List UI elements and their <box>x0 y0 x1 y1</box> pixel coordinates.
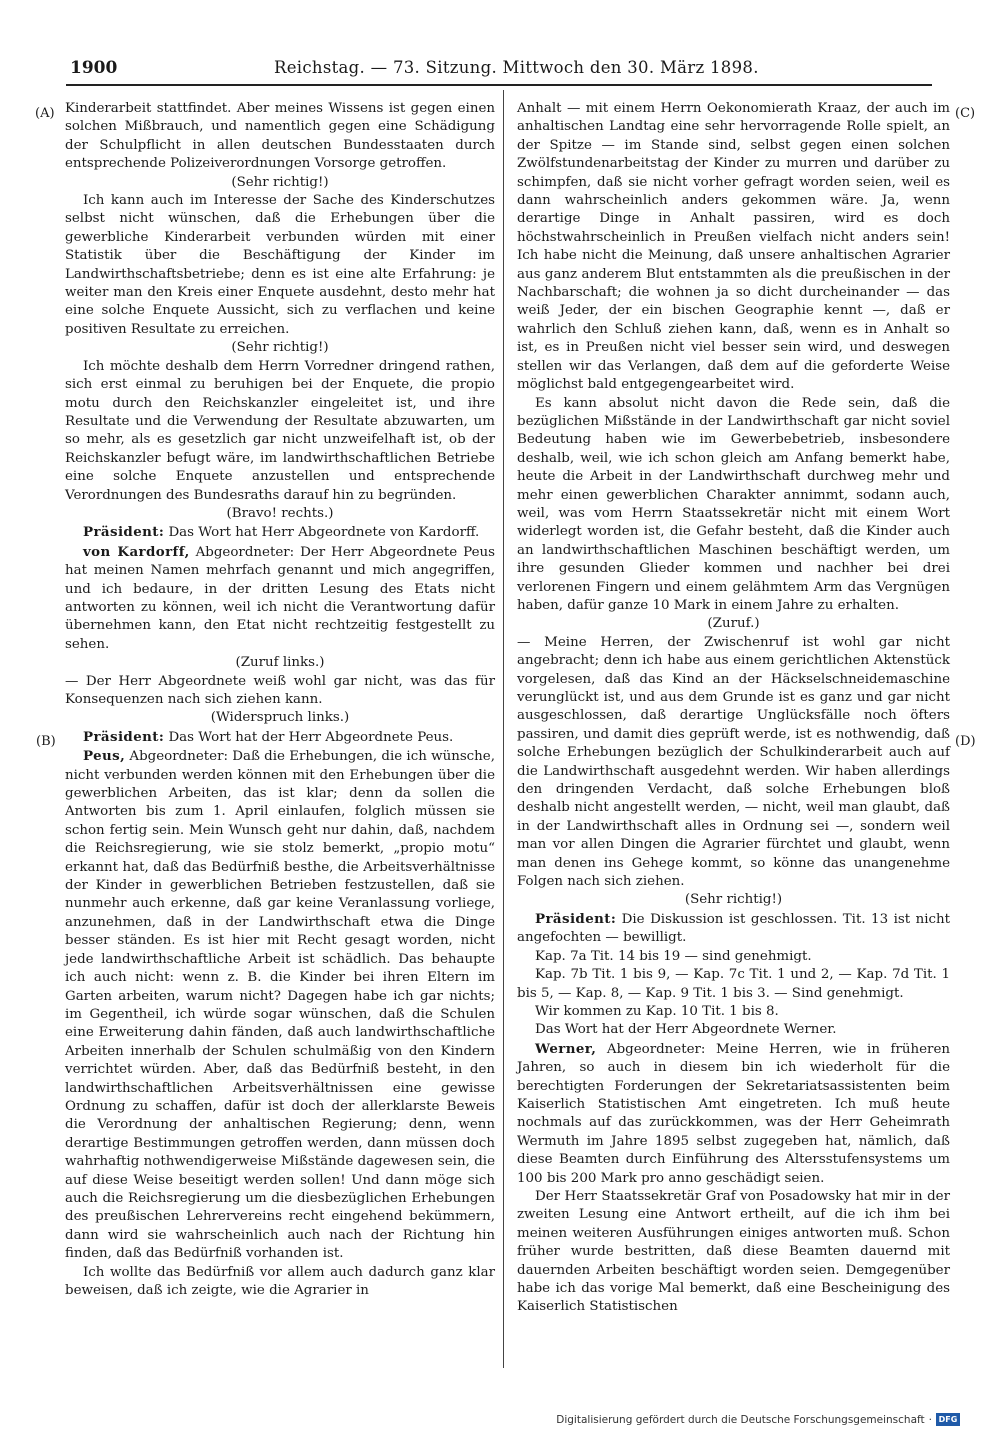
interjection: (Widerspruch links.) <box>210 710 350 726</box>
body-paragraph: Der Herr Staatssekretär Graf von Posadowsky hat mir in der zweiten Lesung eine Antwort ertheilt, auf die ich ihm bei meinen weiteren Ausführungen einiges antworten muß. Schon früher wurde bestritten, daß diese Beamten dauernd mit dauernden Arbeiten beschäftigt worden seien. Demgegenüber habe ich das vorige Mal bemerkt, daß eine Bescheinigung des Kaiserlich Statistischen <box>517 1188 950 1315</box>
body-paragraph: Ich möchte deshalb dem Herrn Vorredner dringend rathen, sich erst einmal zu beruhigen bei der Enquete, die propio motu durch den Reichskanzler eingeleitet ist, und ihre Resultate und die Verwendung der Resultate abzuwarten, um so mehr, als es gesetzlich gar nicht unzweifelhaft ist, ob der Reichskanzler befugt wäre, im landwirthschaftlichen Betriebe eine solche Enquete anzustellen und entsprechende Verordnungen des Bundesraths darauf hin zu begründen. <box>65 358 495 503</box>
speech-paragraph <box>65 523 495 542</box>
margin-mark-d: (D) <box>955 734 976 749</box>
interjection: (Zuruf.) <box>707 616 760 632</box>
body-paragraph: Kap. 7a Tit. 14 bis 19 — sind genehmigt. <box>535 948 812 964</box>
speaker-name: Werner, <box>535 1040 597 1057</box>
body-paragraph: — Meine Herren, der Zwischenruf ist wohl gar nicht angebracht; denn ich habe aus einem gerichtlichen Aktenstück vorgelesen, daß das Kind an der Häckselschneidemaschine verunglückt ist, und aus dem Grunde ist es ganz und gar nicht ausgeschlossen, daß derartige Unglücksfälle noch öfters passiren, und damit dies geprüft werde, ist es nothwendig, daß solche Erhebungen bezüglich der Schulkinderarbeit auch auf die Landwirthschaft ausgedehnt werden. Wir haben allerdings den dringenden Verdacht, daß solche Erhebungen bloß deshalb nicht angestellt werden, — nicht, weil man glaubt, daß in der Landwirthschaft alles in Ordnung sei —, sondern weil man vor allen Dingen die Agrarier fürchtet und glaubt, wenn man denen ins Gehege kommt, so könne das unangenehme Folgen nach sich ziehen. <box>517 634 950 890</box>
interjection: (Sehr richtig!) <box>231 340 329 356</box>
interjection: (Sehr richtig!) <box>231 174 329 190</box>
speech-paragraph <box>517 910 950 948</box>
interjection: (Sehr richtig!) <box>684 892 783 908</box>
body-paragraph: Es kann absolut nicht davon die Rede sein, daß die bezüglichen Mißstände in der Landwirthschaft gar nicht soviel Bedeutung haben wie im Gewerbebetrieb, insbesondere deshalb, weil, wie ich schon gleich am Anfang bemerkt habe, heute die Arbeit in der Landwirthschaft durchweg mehr und mehr einen gewerblichen Charakter annimmt, sodann auch, weil, was vom Herrn Staatssekretär nicht mit einem Wort widerlegt worden ist, die Gefahr besteht, daß die Kinder auch an landwirthschaftlichen Maschinen beschäftigt werden, um ihre gesunden Glieder kommen und nachher bei drei verlorenen Fingern und einem gelähmtem Arm das Vergnügen haben, dafür ganze 10 Mark in einem Jahre zu erhalten. <box>517 395 950 613</box>
column-divider <box>503 90 504 1368</box>
header-rule <box>66 84 932 86</box>
running-head: Reichstag. — 73. Sitzung. Mittwoch den 30. März 1898. <box>274 58 759 77</box>
body-paragraph: Das Wort hat der Herr Abgeordnete Werner. <box>535 1022 837 1038</box>
body-paragraph: Kap. 7b Tit. 1 bis 9, — Kap. 7c Tit. 1 und 2, — Kap. 7d Tit. 1 bis 5, — Kap. 8, — Kap. 9 Tit. 1 bis 3. — Sind genehmigt. <box>517 967 950 1001</box>
dfg-logo: DFG <box>936 1413 960 1426</box>
footer-credit: Digitalisierung gefördert durch die Deutsche Forschungsgemeinschaft <box>556 1413 925 1426</box>
speech-paragraph <box>65 728 495 747</box>
speech-text: Abgeordneter: Der Herr Abgeordnete Peus hat meinen Namen mehrfach genannt und mich angegriffen, und ich bedaure, in der dritten Lesung des Etats nicht antworten zu können, weil ich nicht die Verantwortung dafür übernehmen kann, den Etat nicht rechtzeitig festgestellt zu sehen. <box>65 544 495 652</box>
speech-paragraph <box>517 1040 950 1188</box>
page-header <box>70 58 930 80</box>
speech-paragraph <box>65 747 495 1263</box>
speech-text: Das Wort hat der Herr Abgeordnete Peus. <box>164 729 454 745</box>
speech-paragraph <box>65 543 495 654</box>
speech-text: Das Wort hat Herr Abgeordnete von Kardorff. <box>164 525 480 541</box>
body-paragraph: Ich kann auch im Interesse der Sache des Kinderschutzes selbst nicht wünschen, daß die Erhebungen über die gewerbliche Kinderarbeit verbunden würden mit einer Statistik über die Beschäftigung der Kinder im Landwirthschaftsbetriebe; denn es ist eine alte Erfahrung: je weiter man den Kreis einer Enquete ausdehnt, desto mehr hat eine solche Enquete Aussicht, sich zu verflachen und keine positiven Resultate zu erreichen. <box>65 193 495 337</box>
body-paragraph: Wir kommen zu Kap. 10 Tit. 1 bis 8. <box>535 1003 779 1019</box>
body-paragraph: Anhalt — mit einem Herrn Oekonomierath Kraaz, der auch im anhaltischen Landtag eine sehr hervorragende Rolle spielt, an der Spitze — im Stande sind, selbst gegen einen solchen Zwölfstundenarbeitstag der Kinder zu murren und darüber zu schimpfen, daß sie nicht vorher gefragt worden seien, weil es dann wahrscheinlich anders gekommen wäre. Ja, wenn derartige Dinge in Anhalt passiren, wird es doch höchstwahrscheinlich in Preußen vielfach nicht anders sein! Ich habe nicht die Meinung, daß unsere anhaltischen Agrarier aus ganz anderem Blut entstammten als die preußischen in der Nachbarschaft; die wohnen ja so dicht durcheinander — das weiß Jeder, der ein bischen Geographie kennt —, daß er wahrlich den Schluß ziehen kann, daß, wenn es in Anhalt so ist, es in Preußen nicht viel besser sein wird, und deswegen stellen wir das Verlangen, daß dem auf die geforderte Weise möglichst bald entgegengearbeitet wird. <box>517 101 950 393</box>
speech-text: Die Diskussion ist geschlossen. Tit. 13 ist nicht angefochten — bewilligt. <box>517 911 950 946</box>
interjection: (Bravo! rechts.) <box>226 505 334 521</box>
right-column <box>517 100 950 1317</box>
margin-mark-c: (C) <box>955 106 976 121</box>
speaker-name: Präsident: <box>83 728 165 745</box>
speech-text: Abgeordneter: Meine Herren, wie in früheren Jahren, so auch in diesem bin ich wiederholt für die berechtigten Forderungen der Sekretariatsassistenten beim Kaiserlich Statistischen Amt eingetreten. Ich muß heute nochmals auf das zurückkommen, was der Herr Geheimrath Wermuth im Jahre 1895 selbst zugegeben hat, nämlich, daß diese Beamten durch Einführung des Altersstufensystems um 100 bis 200 Mark pro anno geschädigt seien. <box>517 1041 950 1186</box>
margin-mark-b: (B) <box>36 734 56 749</box>
speaker-name: Präsident: <box>535 910 617 927</box>
interjection: (Zuruf links.) <box>235 655 325 671</box>
left-column <box>65 100 495 1300</box>
page-number: 1900 <box>70 58 118 78</box>
speaker-name: Präsident: <box>83 524 165 541</box>
body-paragraph: Kinderarbeit stattfindet. Aber meines Wissens ist gegen einen solchen Mißbrauch, und namentlich gegen eine Schädigung der Schulpflicht in allen deutschen Bundesstaaten durch entsprechende Polizeiverordnungen Vorsorge getroffen. <box>65 101 495 172</box>
body-paragraph: — Der Herr Abgeordnete weiß wohl gar nicht, was das für Konsequenzen nach sich ziehen kann. <box>65 673 495 707</box>
page-footer: Digitalisierung gefördert durch die Deutsche Forschungsgemeinschaft · DFG <box>556 1413 960 1426</box>
margin-mark-a: (A) <box>35 106 55 121</box>
speech-text: Abgeordneter: Daß die Erhebungen, die ich wünsche, nicht verbunden werden können mit den Erhebungen über die gewerblichen Arbeiten, das ist klar; denn da sollen die Antworten bis zum 1. April einlaufen, folglich müssen sie schon fertig sein. Mein Wunsch geht nur dahin, daß, nachdem die Reichsregierung, wie sie stolz bemerkt, „propio motu“ erkannt hat, daß das Bedürfniß besthe, die Arbeitsverhältnisse der Kinder in gewerblichen Betrieben festzustellen, daß sie nunmehr auch erkenne, daß gar keine Veranlassung vorliege, anzunehmen, daß in der Landwirthschaft etwa die Dinge besser ständen. Es ist hier mit Recht gesagt worden, nicht jede landwirthschaftliche Arbeit ist schädlich. Das behaupte ich auch nicht: wenn z. B. die Kinder bei ihren Eltern im Garten arbeiten, warum nicht? Dagegen habe ich gar nichts; im Gegentheil, ich würde sogar wünschen, daß die Schulen eine Erweiterung dahin fänden, daß auch landwirthschaftliche Arbeiten innerhalb der Schulen schulmäßig von den Kindern verrichtet würden. Aber, daß das Bedürfniß besteht, in den landwirthschaftlichen Arbeitsverhältnissen eine gewisse Ordnung zu schaffen, dafür ist doch der allerklarste Beweis die Verordnung der anhaltischen Regierung; denn, wenn derartige Bestimmungen getroffen werden, dann müssen doch wahrhaftig nothwendigerweise Mißstände dagewesen sein, die auf diese Weise beseitigt werden sollen! Und dann möge sich auch die Reichsregierung um die diesbezüglichen Erhebungen des preußischen Lehrervereins recht eingehend bekümmern, dann wird sie wahrscheinlich auch nach der Richtung hin finden, daß das Bedürfniß vorhanden ist. <box>65 749 495 1262</box>
body-paragraph: Ich wollte das Bedürfniß vor allem auch dadurch ganz klar beweisen, daß ich zeigte, wie die Agrarier in <box>65 1264 495 1298</box>
speaker-name: von Kardorff, <box>83 543 190 560</box>
speaker-name: Peus, <box>83 748 126 765</box>
